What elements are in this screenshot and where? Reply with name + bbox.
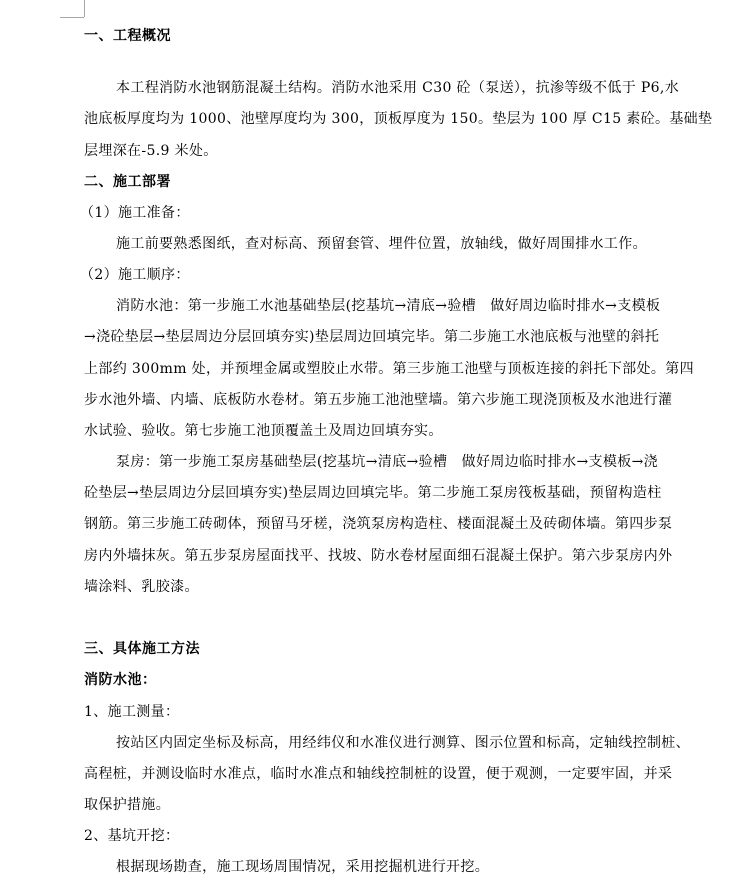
paragraph-line: 本工程消防水池钢筋混凝土结构。消防水池采用 C30 砼（泵送），抗渗等级不低于 P6,水 <box>116 80 680 96</box>
paragraph-line: 根据现场勘查，施工现场周围情况，采用挖掘机进行开挖。 <box>116 859 490 875</box>
paragraph-line: 房内外墙抹灰。第五步泵房屋面找平、找坡、防水卷材屋面细石混凝土保护。第六步泵房内外 <box>84 548 673 564</box>
paragraph-line: 按站区内固定坐标及标高，用经纬仪和水准仪进行测算、图示位置和标高，定轴线控制桩、 <box>116 735 690 751</box>
paragraph-line: 步水池外墙、内墙、底板防水卷材。第五步施工池池壁墙。第六步施工现浇顶板及水池进行灌 <box>84 392 673 408</box>
margin-corner-mark <box>84 0 85 17</box>
paragraph-line: 墙涂料、乳胶漆。 <box>84 579 199 595</box>
heading-project-overview: 一、工程概况 <box>84 28 171 44</box>
subheading: （1）施工准备： <box>80 205 190 221</box>
paragraph-line: 取保护措施。 <box>84 797 171 813</box>
subheading: （2）施工顺序： <box>80 267 190 283</box>
paragraph-line: 高程桩，并测设临时水准点，临时水准点和轴线控制桩的设置，便于观测，一定要牢固，并采 <box>84 766 673 782</box>
subheading: 1、施工测量： <box>84 704 180 720</box>
paragraph-line: 上部约 300mm 处，并预埋金属或塑胶止水带。第三步施工池壁与顶板连接的斜托下部处。第四 <box>84 361 694 377</box>
paragraph-line: 层埋深在-5.9 米处。 <box>84 143 218 159</box>
margin-corner-mark <box>60 17 84 18</box>
subheading: 2、基坑开挖： <box>84 828 180 844</box>
paragraph-line: 砼垫层→垫层周边分层回填夯实)垫层周边回填完毕。第二步施工泵房筏板基础，预留构造柱 <box>84 485 662 501</box>
paragraph-line: 消防水池：第一步施工水池基础垫层(挖基坑→清底→验槽 做好周边临时排水→支模板 <box>116 298 661 314</box>
paragraph-line: 泵房：第一步施工泵房基础垫层(挖基坑→清底→验槽 做好周边临时排水→支模板→浇 <box>116 454 659 470</box>
paragraph-line: 水试验、验收。第七步施工池顶覆盖土及周边回填夯实。 <box>84 423 443 439</box>
paragraph-line: 施工前要熟悉图纸，查对标高、预留套管、埋件位置，放轴线，做好周围排水工作。 <box>116 236 647 252</box>
paragraph-line: 钢筋。第三步施工砖砌体，预留马牙槎，浇筑泵房构造柱、楼面混凝土及砖砌体墙。第四步泵 <box>84 516 673 532</box>
paragraph-line: 池底板厚度均为 1000、池壁厚度均为 300，顶板厚度为 150。垫层为 100 厚 C15 素砼。基础垫 <box>84 111 713 127</box>
paragraph-line: →浇砼垫层→垫层周边分层回填夯实)垫层周边回填完毕。第二步施工水池底板与池壁的斜托 <box>84 329 660 345</box>
heading-fire-pool: 消防水池： <box>84 672 157 688</box>
heading-construction-methods: 三、具体施工方法 <box>84 641 200 657</box>
heading-construction-deployment: 二、施工部署 <box>84 174 171 190</box>
